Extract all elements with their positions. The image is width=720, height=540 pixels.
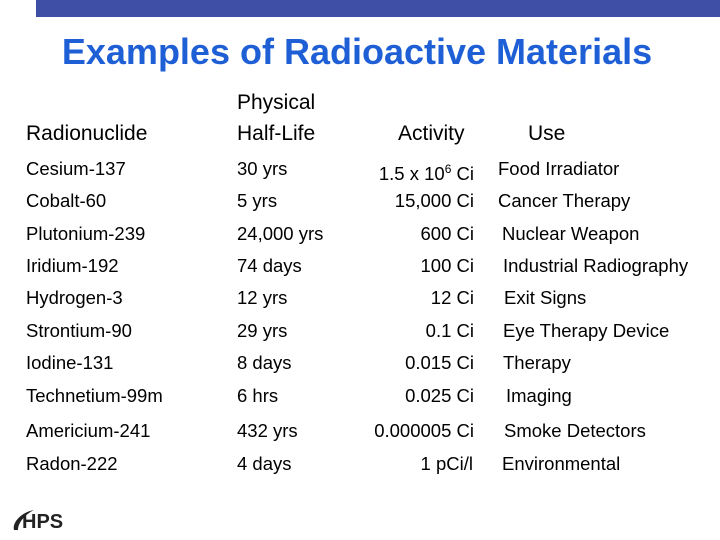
header-radionuclide: Radionuclide [26, 122, 148, 145]
cell-halflife: 24,000 yrs [237, 223, 324, 244]
cell-halflife: 5 yrs [237, 190, 278, 211]
cell-halflife: 12 yrs [237, 287, 288, 308]
activity-exponent: 6 [444, 162, 452, 176]
cell-radionuclide: Hydrogen-3 [26, 287, 123, 308]
slide-title: Examples of Radioactive Materials [61, 31, 653, 72]
hps-logo-icon [10, 504, 66, 536]
cell-radionuclide: Technetium-99m [26, 385, 163, 406]
cell-radionuclide: Iridium-192 [26, 255, 119, 276]
cell-use: Eye Therapy Device [503, 320, 670, 341]
cell-activity: 600 Ci [420, 223, 474, 244]
cell-activity: 100 Ci [420, 255, 474, 276]
cell-activity: 12 Ci [430, 287, 474, 308]
cell-halflife: 74 days [237, 255, 302, 276]
cell-halflife: 29 yrs [237, 320, 288, 341]
header-use: Use [528, 122, 566, 145]
cell-activity: 0.025 Ci [405, 385, 474, 406]
cell-activity: 0.1 Ci [425, 320, 474, 341]
cell-activity: 15,000 Ci [394, 190, 474, 211]
cell-halflife: 30 yrs [237, 158, 288, 179]
cell-use: Cancer Therapy [498, 190, 631, 211]
cell-activity [379, 158, 474, 185]
cell-activity: 0.015 Ci [405, 352, 474, 373]
header-halflife-line2: Half-Life [237, 122, 316, 145]
cell-radionuclide: Plutonium-239 [26, 223, 146, 244]
cell-activity: 1 pCi/l [420, 453, 473, 474]
top-accent-bar [36, 0, 720, 17]
cell-halflife: 432 yrs [237, 420, 298, 441]
cell-radionuclide: Americium-241 [26, 420, 151, 441]
cell-radionuclide: Cobalt-60 [26, 190, 107, 211]
activity-unit: Ci [451, 163, 474, 185]
header-halflife-line1: Physical [237, 91, 316, 114]
cell-use: Imaging [506, 385, 572, 406]
cell-activity: 0.000005 Ci [374, 420, 474, 441]
logo-text: HPS [22, 511, 64, 533]
cell-use: Industrial Radiography [503, 255, 689, 276]
header-activity: Activity [398, 122, 465, 145]
cell-use: Therapy [503, 352, 571, 373]
cell-use: Environmental [502, 453, 621, 474]
cell-use: Exit Signs [504, 287, 587, 308]
cell-halflife: 6 hrs [237, 385, 279, 406]
cell-halflife: 8 days [237, 352, 292, 373]
cell-use: Nuclear Weapon [502, 223, 640, 244]
activity-base: 1.5 x 10 [378, 163, 445, 185]
cell-radionuclide: Cesium-137 [26, 158, 126, 179]
cell-use: Smoke Detectors [504, 420, 646, 441]
cell-radionuclide: Radon-222 [26, 453, 118, 474]
cell-radionuclide: Strontium-90 [26, 320, 132, 341]
cell-radionuclide: Iodine-131 [26, 352, 114, 373]
cell-use: Food Irradiator [498, 158, 620, 179]
cell-halflife: 4 days [237, 453, 292, 474]
